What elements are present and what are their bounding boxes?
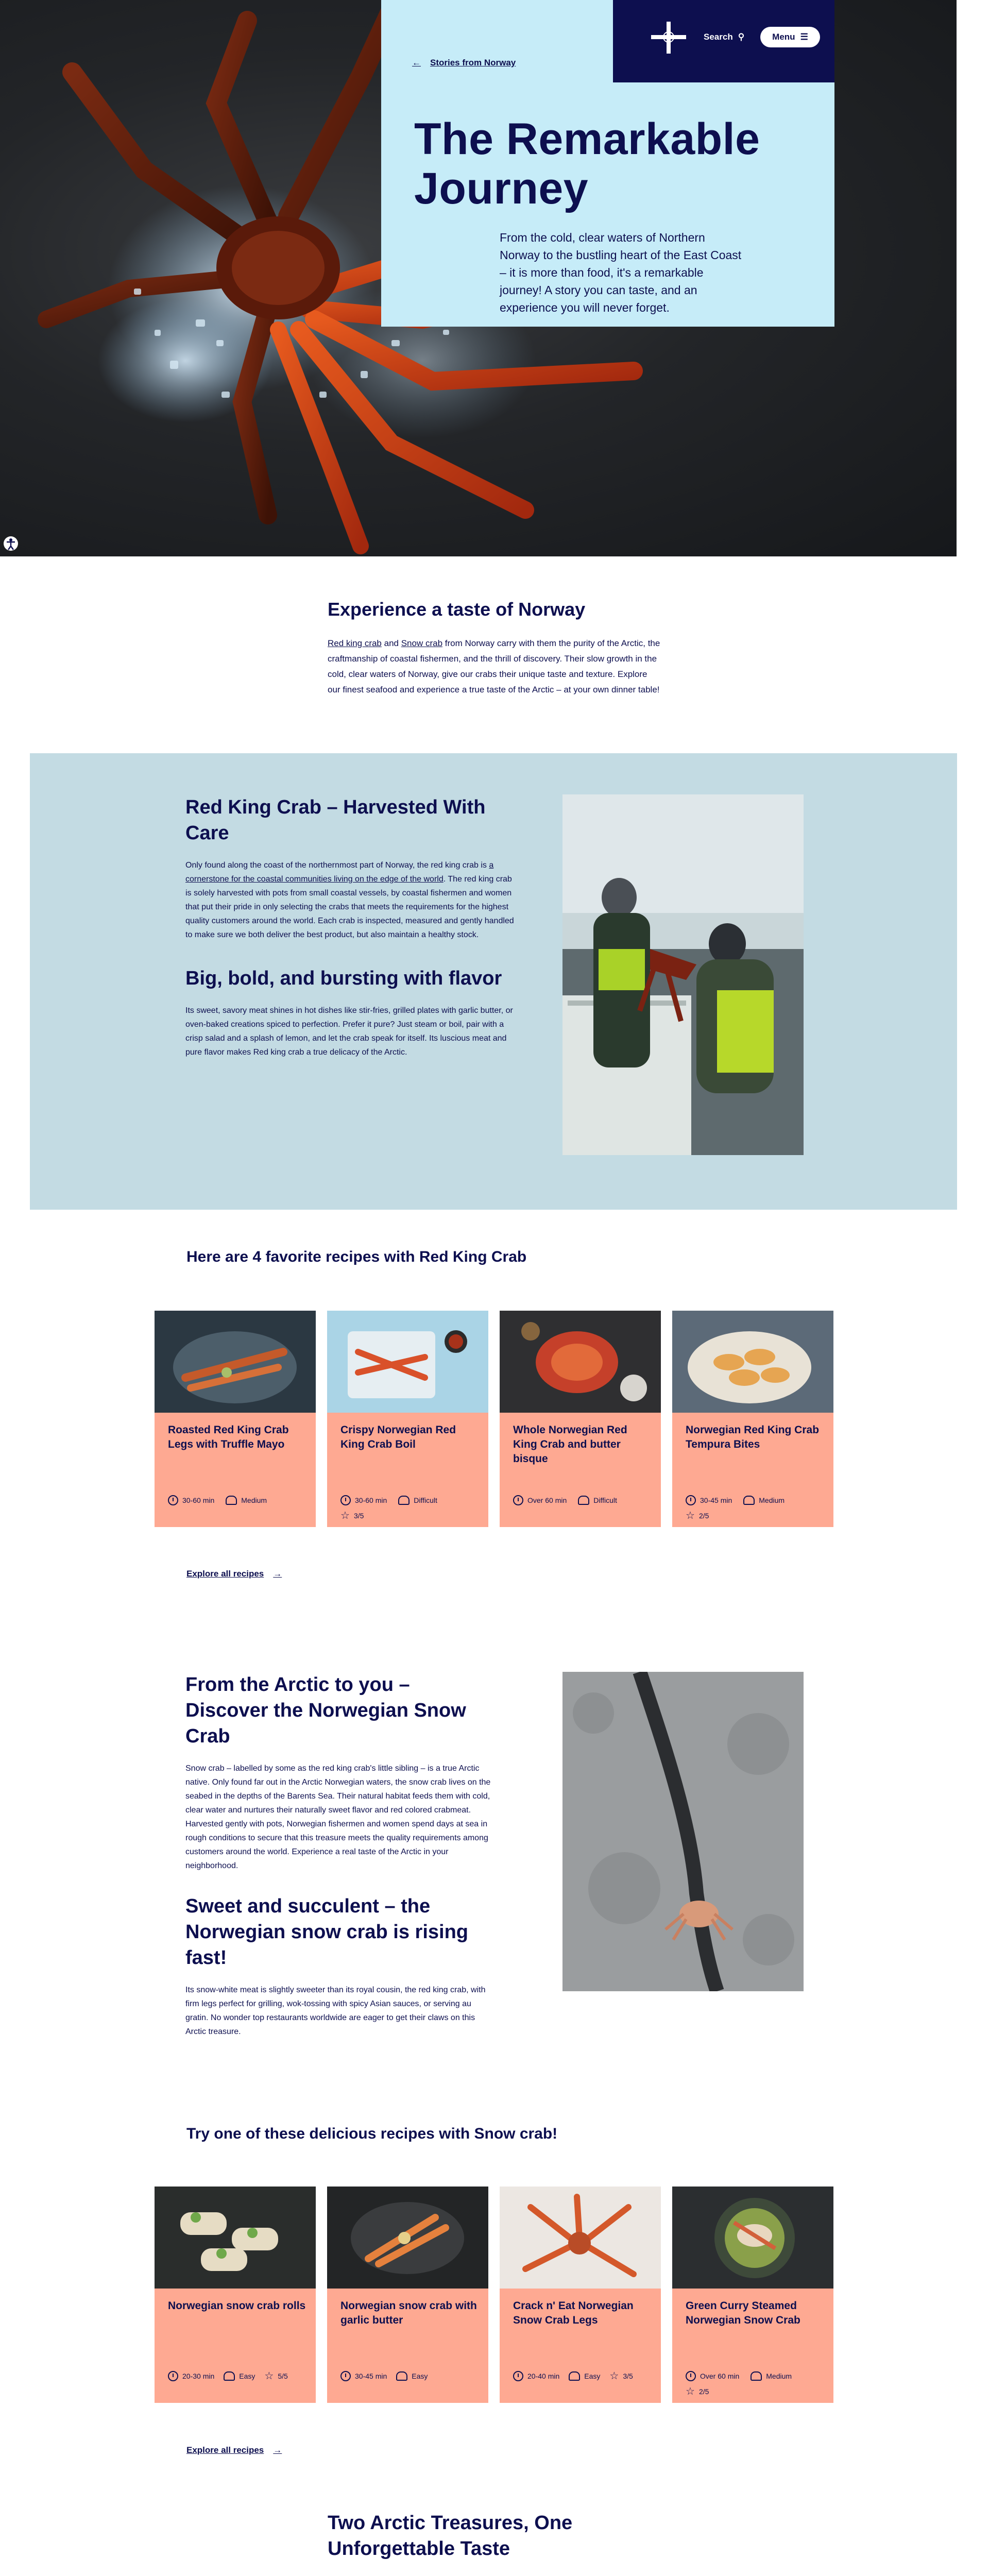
recipe-image bbox=[500, 1311, 661, 1413]
menu-button[interactable] bbox=[760, 27, 820, 47]
intro-section bbox=[328, 597, 661, 698]
recipe-card[interactable] bbox=[327, 1311, 488, 1527]
recipe-level: Easy bbox=[584, 2372, 601, 2380]
back-to-stories-link[interactable] bbox=[412, 58, 516, 68]
recipe-image bbox=[327, 1311, 488, 1413]
recipe-image bbox=[155, 2187, 316, 2289]
chef-hat-icon bbox=[396, 2371, 407, 2381]
hamburger-icon: ☰ bbox=[800, 32, 808, 42]
recipe-rating bbox=[686, 1511, 709, 1521]
recipe-rating-value: 3/5 bbox=[353, 1512, 364, 1520]
recipe-rating-value: 5/5 bbox=[278, 2372, 288, 2380]
arrow-right-icon: → bbox=[273, 1569, 282, 1579]
recipe-card[interactable] bbox=[155, 1311, 316, 1527]
king-recipes-heading: Here are 4 favorite recipes with Red King Crab bbox=[186, 1248, 527, 1265]
chef-hat-icon bbox=[398, 1496, 410, 1505]
recipe-level: Easy bbox=[412, 2372, 428, 2380]
menu-label: Menu bbox=[772, 32, 795, 42]
clock-icon bbox=[513, 2371, 523, 2381]
recipe-title: Norwegian snow crab with garlic butter bbox=[340, 2300, 477, 2326]
hero bbox=[0, 0, 957, 556]
king-crab-body-pre: Only found along the coast of the northernmost part of Norway, the red king crab is bbox=[185, 861, 489, 870]
search-button[interactable] bbox=[704, 32, 744, 42]
recipe-meta bbox=[340, 2371, 428, 2381]
recipe-time: 20-40 min bbox=[527, 2372, 560, 2380]
page-title: The Remarkable Journey bbox=[414, 114, 760, 213]
treasures-title: Two Arctic Treasures, One Unforgettable Taste bbox=[328, 2512, 573, 2560]
recipe-image bbox=[327, 2187, 488, 2289]
recipe-card[interactable] bbox=[672, 1311, 833, 1527]
chef-hat-icon bbox=[743, 1496, 755, 1505]
recipe-rating-value: 2/5 bbox=[698, 2387, 709, 2396]
king-crab-text bbox=[185, 794, 515, 1059]
chef-hat-icon bbox=[751, 2371, 762, 2381]
snow-crab-text bbox=[185, 1672, 494, 2039]
recipe-title: Crispy Norwegian Red King Crab Boil bbox=[340, 1424, 456, 1450]
recipe-level: Medium bbox=[241, 1496, 267, 1504]
fishermen-photo bbox=[562, 794, 804, 1155]
recipe-meta bbox=[168, 2371, 288, 2381]
accessibility-icon[interactable] bbox=[3, 536, 19, 551]
clock-icon bbox=[340, 2371, 351, 2381]
recipe-level: Medium bbox=[766, 2372, 792, 2380]
recipe-title: Norwegian Red King Crab Tempura Bites bbox=[686, 1424, 820, 1450]
recipe-image bbox=[500, 2187, 661, 2289]
recipe-card[interactable] bbox=[500, 1311, 661, 1527]
recipe-rating-value: 3/5 bbox=[623, 2372, 633, 2380]
explore-king-recipes-link[interactable] bbox=[186, 1569, 282, 1579]
clock-icon bbox=[340, 1495, 351, 1505]
intro-body-text: from Norway carry with them the purity of the Arctic, the craftmanship of coastal fishermen, and the thrill of discovery. Their slow growth in the cold, clear waters of Norway, give our crabs their unique taste and texture. Explore our finest seafood and experience a true taste of the Arctic – at your own dinner table! bbox=[328, 638, 660, 694]
recipe-meta bbox=[513, 1495, 617, 1505]
flavor-title: Big, bold, and bursting with flavor bbox=[185, 968, 502, 989]
recipe-meta bbox=[168, 1495, 267, 1505]
treasures-section bbox=[328, 2510, 661, 2576]
flavor-body: Its sweet, savory meat shines in hot dishes like stir-fries, grilled plates with garlic butter, or oven-baked creations spiced to perfection. Prefer it pure? Just steam or boil, pair with a crisp salad and a splash of lemon, and let the crab speak for itself. Its luscious meat and pure flavor makes Red king crab a true delicacy of the Arctic. bbox=[185, 1006, 513, 1057]
recipe-level: Easy bbox=[239, 2372, 255, 2380]
recipe-rating bbox=[686, 2386, 709, 2397]
king-crab-body bbox=[185, 858, 515, 942]
recipe-level: Medium bbox=[759, 1496, 785, 1504]
star-icon: ☆ bbox=[609, 2370, 619, 2382]
recipe-level: Difficult bbox=[593, 1496, 617, 1504]
intro-title: Experience a taste of Norway bbox=[328, 599, 586, 620]
recipe-time: 30-45 min bbox=[355, 2372, 387, 2380]
star-icon: ☆ bbox=[340, 1510, 350, 1521]
recipe-meta bbox=[513, 2371, 633, 2381]
chef-hat-icon bbox=[224, 2371, 235, 2381]
recipe-card[interactable] bbox=[500, 2187, 661, 2403]
search-icon: ⚲ bbox=[738, 32, 745, 42]
arrow-right-icon: → bbox=[273, 2445, 282, 2455]
chef-hat-icon bbox=[578, 1496, 589, 1505]
king-crab-section bbox=[30, 753, 957, 1210]
explore-label: Explore all recipes bbox=[186, 1569, 264, 1579]
recipe-time: Over 60 min bbox=[700, 2372, 740, 2380]
clock-icon bbox=[686, 1495, 696, 1505]
recipe-time: 30-45 min bbox=[700, 1496, 732, 1504]
chef-hat-icon bbox=[569, 2371, 580, 2381]
recipe-image bbox=[672, 2187, 833, 2289]
recipe-image bbox=[672, 1311, 833, 1413]
search-label: Search bbox=[704, 32, 733, 42]
recipe-image bbox=[155, 1311, 316, 1413]
snow-crab-photo bbox=[562, 1672, 804, 1991]
arrow-left-icon: ← bbox=[412, 58, 421, 67]
hero-intro: From the cold, clear waters of Northern Norway to the bustling heart of the East Coast – it is more than food, it's a remarkable journey! A story you can taste, and an experience you will never forget. bbox=[500, 231, 742, 314]
king-crab-title: Red King Crab – Harvested With Care bbox=[185, 796, 486, 844]
red-king-crab-link[interactable]: Red king crab bbox=[328, 638, 382, 648]
intro-and: and bbox=[381, 638, 401, 648]
recipe-time: 30-60 min bbox=[355, 1496, 387, 1504]
recipe-time: Over 60 min bbox=[527, 1496, 567, 1504]
sweet-body: Its snow-white meat is slightly sweeter than its royal cousin, the red king crab, with firm legs perfect for grilling, wok-tossing with spicy Asian sauces, or serving au gratin. No wonder top restaurants worldwide are eager to get their claws on this Arctic treasure. bbox=[185, 1986, 486, 2036]
recipe-time: 20-30 min bbox=[182, 2372, 215, 2380]
star-icon: ☆ bbox=[686, 1510, 695, 1521]
treasures-body bbox=[328, 2574, 661, 2576]
clock-icon bbox=[513, 1495, 523, 1505]
recipe-meta bbox=[686, 2371, 792, 2381]
intro-body bbox=[328, 636, 661, 698]
recipe-time: 30-60 min bbox=[182, 1496, 215, 1504]
recipe-card[interactable] bbox=[327, 2187, 488, 2403]
recipe-card[interactable] bbox=[155, 2187, 316, 2403]
snow-recipes-heading: Try one of these delicious recipes with Snow crab! bbox=[186, 2125, 558, 2142]
seafood-from-norway-logo[interactable] bbox=[644, 20, 693, 56]
recipe-card[interactable] bbox=[672, 2187, 833, 2403]
recipe-rating bbox=[340, 1511, 364, 1521]
explore-label: Explore all recipes bbox=[186, 2445, 264, 2455]
clock-icon bbox=[168, 1495, 178, 1505]
recipe-rating-value: 2/5 bbox=[698, 1512, 709, 1520]
recipe-meta bbox=[686, 1495, 785, 1505]
recipe-title: Norwegian snow crab rolls bbox=[168, 2300, 306, 2312]
snow-crab-title: From the Arctic to you – Discover the Norwegian Snow Crab bbox=[185, 1674, 466, 1747]
recipe-title: Whole Norwegian Red King Crab and butter bisque bbox=[513, 1424, 627, 1465]
coastal-communities-link[interactable]: a cornerstone for the coastal communities living on the edge of the world bbox=[185, 861, 494, 884]
explore-snow-recipes-link[interactable] bbox=[186, 2445, 282, 2455]
sweet-title: Sweet and succulent – the Norwegian snow crab is rising fast! bbox=[185, 1895, 469, 1969]
recipe-meta bbox=[340, 1495, 437, 1505]
snow-crab-body: Snow crab – labelled by some as the red king crab's little sibling – is a true Arctic native. Only found far out in the Arctic Norwegian waters, the snow crab lives on the seabed in the depths of the Barents Sea. Their natural habitat feeds them with cold, clear water and nurtures their naturally sweet flavor and red colored crabmeat. Harvested gently with pots, Norwegian fishermen and women spend days at sea in rough conditions to secure that this treasure meets the quality requirements among customers around the world. Experience a real taste of the Arctic in your neighborhood. bbox=[185, 1764, 491, 1870]
clock-icon bbox=[686, 2371, 696, 2381]
king-crab-body-post: . The red king crab is solely harvested with pots from small coastal vessels, by coastal fishermen and women that put their pride in only selecting the crabs that meets the requirements for the highest quality customers around the world. Each crab is inspected, measured and gently handled to make sure we both deliver the best product, but also maintain a healthy stock. bbox=[185, 875, 514, 939]
star-icon: ☆ bbox=[264, 2370, 274, 2382]
snow-crab-link[interactable]: Snow crab bbox=[401, 638, 443, 648]
recipe-title: Roasted Red King Crab Legs with Truffle Mayo bbox=[168, 1424, 289, 1450]
top-navigation bbox=[613, 0, 834, 82]
star-icon: ☆ bbox=[686, 2386, 695, 2397]
chef-hat-icon bbox=[226, 1496, 237, 1505]
recipe-title: Green Curry Steamed Norwegian Snow Crab bbox=[686, 2300, 800, 2326]
clock-icon bbox=[168, 2371, 178, 2381]
back-link-label: Stories from Norway bbox=[430, 58, 516, 67]
recipe-level: Difficult bbox=[414, 1496, 437, 1504]
recipe-title: Crack n' Eat Norwegian Snow Crab Legs bbox=[513, 2300, 634, 2326]
